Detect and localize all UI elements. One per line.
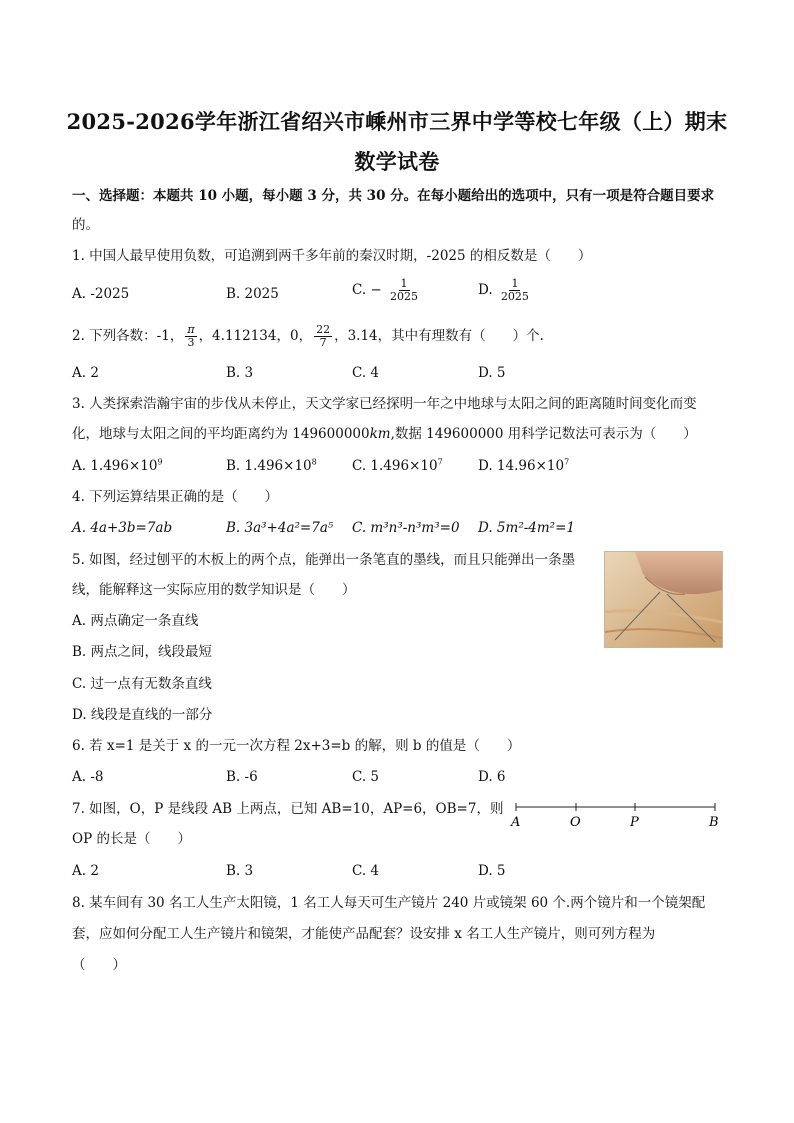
q2-pi-fraction bbox=[185, 324, 196, 349]
q2-stem-mid: ，4.112134，0， bbox=[198, 328, 313, 344]
q7-option-a: A. 2 bbox=[72, 863, 99, 879]
q3-option-b-base: B. 1.496×10 bbox=[226, 458, 312, 474]
q1-option-d bbox=[478, 278, 533, 303]
q2-option-d: D. 5 bbox=[478, 365, 506, 381]
q3-stem-line2-b: ,数据 149600000 用科学记数法可表示为（ ） bbox=[390, 426, 697, 442]
fraction-denominator: 2025 bbox=[500, 290, 529, 303]
q6-option-d: D. 6 bbox=[478, 769, 506, 785]
q3-option-c-base: C. 1.496×10 bbox=[352, 458, 438, 474]
q4-option-a: A. 4a+3b=7ab bbox=[72, 520, 173, 536]
q6-option-a: A. -8 bbox=[72, 769, 104, 785]
segment-diagram bbox=[508, 800, 723, 836]
fraction-numerator: 22 bbox=[316, 323, 331, 336]
q8-stem-line2: 套，应如何分配工人生产镜片和镜架，才能使产品配套？设安排 x 名工人生产镜片，则可列方程为 bbox=[72, 926, 656, 942]
q2-stem bbox=[72, 324, 544, 349]
q3-option-b-exponent: 8 bbox=[311, 457, 317, 467]
q5-option-c: C. 过一点有无数条直线 bbox=[72, 676, 212, 692]
q5-option-b: B. 两点之间，线段最短 bbox=[72, 644, 213, 660]
exam-title-line2: 数学试卷 bbox=[354, 149, 440, 174]
q3-option-c-exponent: 7 bbox=[437, 457, 443, 467]
q1-option-c-fraction bbox=[388, 278, 420, 303]
q3-stem-line2-a: 化，地球与太阳之间的平均距离约为 149600000 bbox=[72, 426, 370, 442]
q3-option-d bbox=[478, 456, 569, 476]
q3-stem-line2 bbox=[72, 424, 697, 444]
point-label-o: O bbox=[570, 815, 581, 830]
q3-option-a bbox=[72, 456, 163, 476]
q7-option-b: B. 3 bbox=[226, 863, 254, 879]
fraction-denominator: 3 bbox=[187, 336, 195, 349]
exam-title-line1: 2025-2026学年浙江省绍兴市嵊州市三界中学等校七年级（上）期末 bbox=[66, 109, 728, 134]
section-instructions-line1: 一、选择题：本题共 10 小题，每小题 3 分，共 30 分。在每小题给出的选项中，只有一项是符合题目要求 bbox=[72, 188, 715, 204]
q3-option-a-exponent: 9 bbox=[157, 457, 163, 467]
q4-stem: 4. 下列运算结果正确的是（ ） bbox=[72, 489, 279, 505]
q8-stem-line3: （ ） bbox=[72, 957, 126, 973]
q4-option-c: C. m³n³-n³m³=0 bbox=[352, 520, 460, 536]
q1-option-c-prefix: C. − bbox=[352, 282, 382, 298]
q2-option-a: A. 2 bbox=[72, 365, 99, 381]
q7-stem-line1: 7. 如图，O，P 是线段 AB 上两点，已知 AB=10，AP=6，OB=7，则 bbox=[72, 801, 504, 817]
q6-option-b: B. -6 bbox=[226, 769, 258, 785]
q3-stem-line1: 3. 人类探索浩瀚宇宙的步伐从未停止，天文学家已经探明一年之中地球与太阳之间的距离随时间变化而变 bbox=[72, 396, 697, 412]
q5-stem-line1: 5. 如图，经过刨平的木板上的两个点，能弹出一条笔直的墨线，而且只能弹出一条墨 bbox=[72, 552, 576, 568]
point-label-p: P bbox=[630, 815, 639, 830]
q5-stem-line2: 线，能解释这一实际应用的数学知识是（ ） bbox=[72, 582, 356, 598]
fraction-numerator: π bbox=[187, 323, 195, 336]
fraction-numerator: 1 bbox=[511, 277, 519, 290]
ink-line-photo bbox=[604, 551, 723, 648]
q7-option-d: D. 5 bbox=[478, 863, 506, 879]
fraction-denominator: 2025 bbox=[390, 290, 419, 303]
q1-stem: 1. 中国人最早使用负数，可追溯到两千多年前的秦汉时期，-2025 的相反数是（ ） bbox=[72, 248, 592, 264]
q8-stem-line1: 8. 某车间有 30 名工人生产太阳镜，1 名工人每天可生产镜片 240 片或镜架 60 个.两个镜片和一个镜架配 bbox=[72, 895, 706, 911]
q4-option-d: D. 5m²-4m²=1 bbox=[478, 520, 575, 536]
q6-stem: 6. 若 x=1 是关于 x 的一元一次方程 2x+3=b 的解，则 b 的值是（ ） bbox=[72, 738, 521, 754]
q3-option-b bbox=[226, 456, 317, 476]
q3-option-c bbox=[352, 456, 443, 476]
point-label-a: A bbox=[511, 815, 521, 830]
fraction-denominator: 7 bbox=[319, 336, 327, 349]
q1-option-b: B. 2025 bbox=[226, 286, 279, 302]
q1-option-a: A. -2025 bbox=[72, 286, 130, 302]
q2-fraction bbox=[314, 324, 332, 349]
q4-option-b: B. 3a³+4a²=7a⁵ bbox=[226, 520, 334, 536]
q2-option-c: C. 4 bbox=[352, 365, 380, 381]
q3-option-d-base: D. 14.96×10 bbox=[478, 458, 565, 474]
q3-unit: km bbox=[369, 426, 391, 442]
q5-option-a: A. 两点确定一条直线 bbox=[72, 613, 199, 629]
q6-option-c: C. 5 bbox=[352, 769, 380, 785]
q1-option-c bbox=[352, 278, 422, 303]
q7-stem-line2: OP 的长是（ ） bbox=[72, 831, 191, 847]
q2-stem-end: ，3.14，其中有理数有（ ）个. bbox=[334, 328, 544, 344]
q2-option-b: B. 3 bbox=[226, 365, 254, 381]
q2-stem-start: 2. 下列各数：-1， bbox=[72, 328, 184, 344]
q1-option-d-prefix: D. bbox=[478, 282, 493, 298]
section-instructions-line2: 的。 bbox=[72, 217, 99, 233]
q5-option-d: D. 线段是直线的一部分 bbox=[72, 707, 213, 723]
point-label-b: B bbox=[709, 815, 719, 830]
q7-option-c: C. 4 bbox=[352, 863, 380, 879]
fraction-numerator: 1 bbox=[400, 277, 408, 290]
q3-option-a-base: A. 1.496×10 bbox=[72, 458, 158, 474]
q3-option-d-exponent: 7 bbox=[564, 457, 570, 467]
q1-option-d-fraction bbox=[499, 278, 531, 303]
